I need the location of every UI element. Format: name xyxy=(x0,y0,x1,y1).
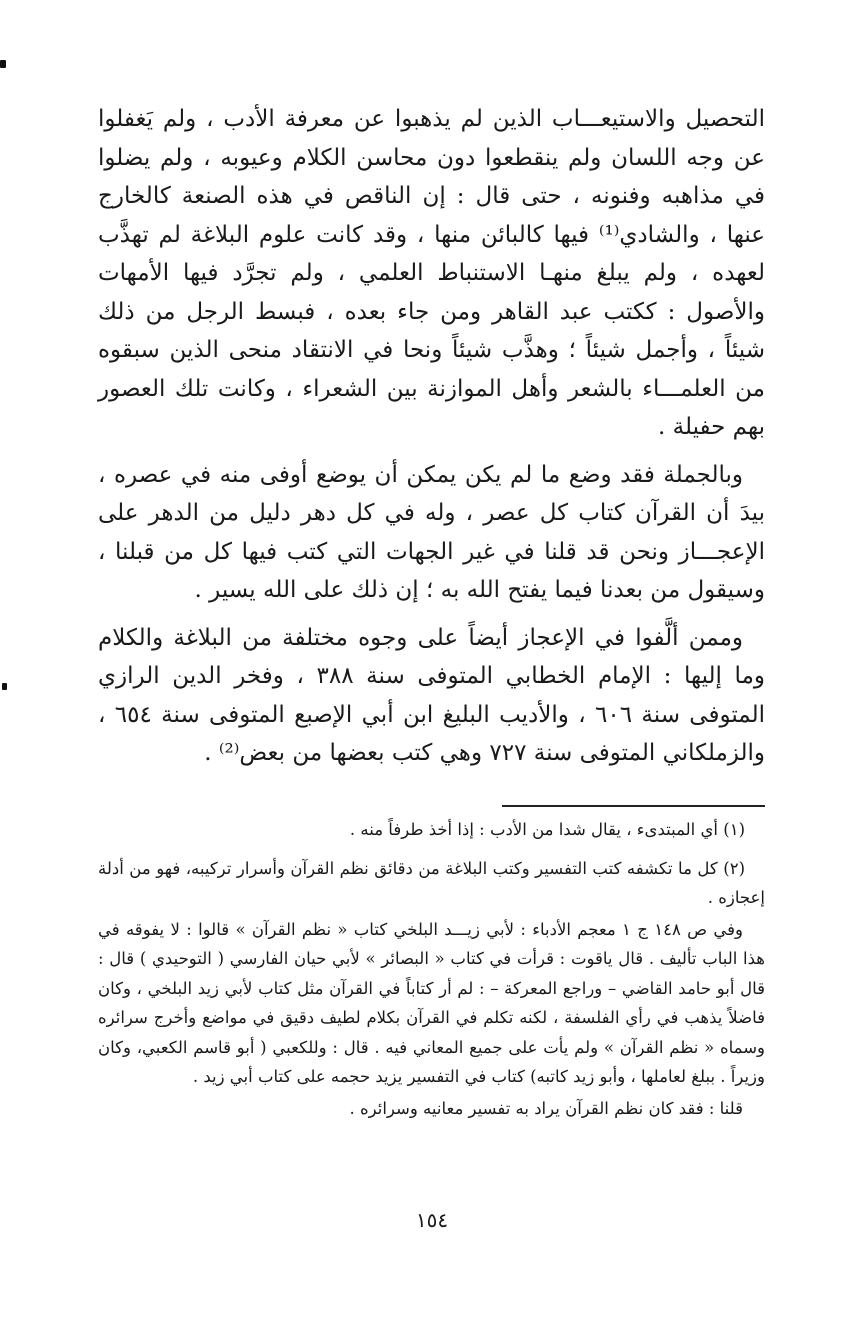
scan-edge-mark-middle xyxy=(2,683,7,690)
footnote-2: (٢) كل ما تكشفه كتب التفسير وكتب البلاغة من دقائق نظم القرآن وأسرار تركيبه، فهو من أدلة إعجازه . xyxy=(98,858,765,907)
footnote-2-continuation: وفي ص ١٤٨ ج ١ معجم الأدباء : لأبي زيـــد البلخي كتاب « نظم القرآن » قالوا : لا يفوقه في هذا الباب تأليف . قال ياقوت : قرأت في كتاب « البصائر » لأبي حيان الفارسي ( التوحيدي ) قال : قال أبو حامد القاضي – وراجع المعركة – : لم أر كتاباً في القرآن مثل كتاب لأبي زيد البلخي ، وكان فاضلاً يذهب في رأي الفلسفة ، لكنه تكلم في القرآن بكلام لطيف دقيق في مواضع وأخرج سرائره وسماه « نظم القرآن » ولم يأت على جميع المعاني فيه . قال : وللكعبي ( أبو قاسم الكعبي، وكان وزيراً . ببلغ لعاملها ، وأبو زيد كاتبه) كتاب في التفسير يزيد حجمه على كتاب أبي زيد . xyxy=(98,919,765,1086)
footnote-2-conclusion: قلنا : فقد كان نظم القرآن يراد به تفسير معانيه وسرائره . xyxy=(349,1098,743,1118)
footnote-separator-rule xyxy=(502,805,765,807)
footnotes-section xyxy=(98,815,765,1123)
footnote-1: (١) أي المبتدىء ، يقال شدا من الأدب : إذا أخذ طرفاً منه . xyxy=(349,820,745,839)
paragraph-3: وممن ألَّفوا في الإعجاز أيضاً على وجوه مختلفة من البلاغة والكلام وما إليها : الإمام الخطابي المتوفى سنة ٣٨٨ ، وفخر الدين الرازي المتوفى سنة ٦٠٦ ، والأديب البليغ ابن أبي الإصبع المتوفى سنة ٦٥٤ ، والزملكاني المتوفى سنة ٧٢٧ وهي كتب بعضها من بعض⁽²⁾ . xyxy=(98,624,765,766)
paragraph-2: وبالجملة فقد وضع ما لم يكن يمكن أن يوضع أوفى منه في عصره ، بيدَ أن القرآن كتاب كل عصر ، وله في كل دهر دليل من الدهر على الإعجـــاز ونحن قد قلنا في غير الجهات التي كتب فيها كل من قبلنا ، وسيقول من بعدنا فيما يفتح الله به ؛ إن ذلك على الله يسير . xyxy=(98,461,765,603)
paragraph-1: التحصيل والاستيعـــاب الذين لم يذهبوا عن معرفة الأدب ، ولم يَغفلوا عن وجه اللسان ولم ينقطعوا دون محاسن الكلام وعيوبه ، ولم يضلوا في مذاهبه وفنونه ، حتى قال : إن الناقص في هذه الصنعة كالخارج عنها ، والشادي⁽¹⁾ فيها كالبائن منها ، وقد كانت علوم البلاغة لم تهذَّب لعهده ، ولم يبلغ منهـا الاستنباط العلمي ، ولم تجرَّد فيها الأمهات والأصول : ككتب عبد القاهر ومن جاء بعده ، فبسط الرجل من ذلك شيئاً ، وأجمل شيئاً ؛ وهذَّب شيئاً ونحا في الانتقاد منحى الذين سبقوه من العلمـــاء بالشعر وأهل الموازنة بين الشعراء ، وكانت تلك العصور بهم حفيلة . xyxy=(98,106,766,440)
main-body-text xyxy=(98,100,765,773)
scan-edge-mark-top xyxy=(0,60,6,68)
page-number: ١٥٤ xyxy=(415,1208,449,1232)
